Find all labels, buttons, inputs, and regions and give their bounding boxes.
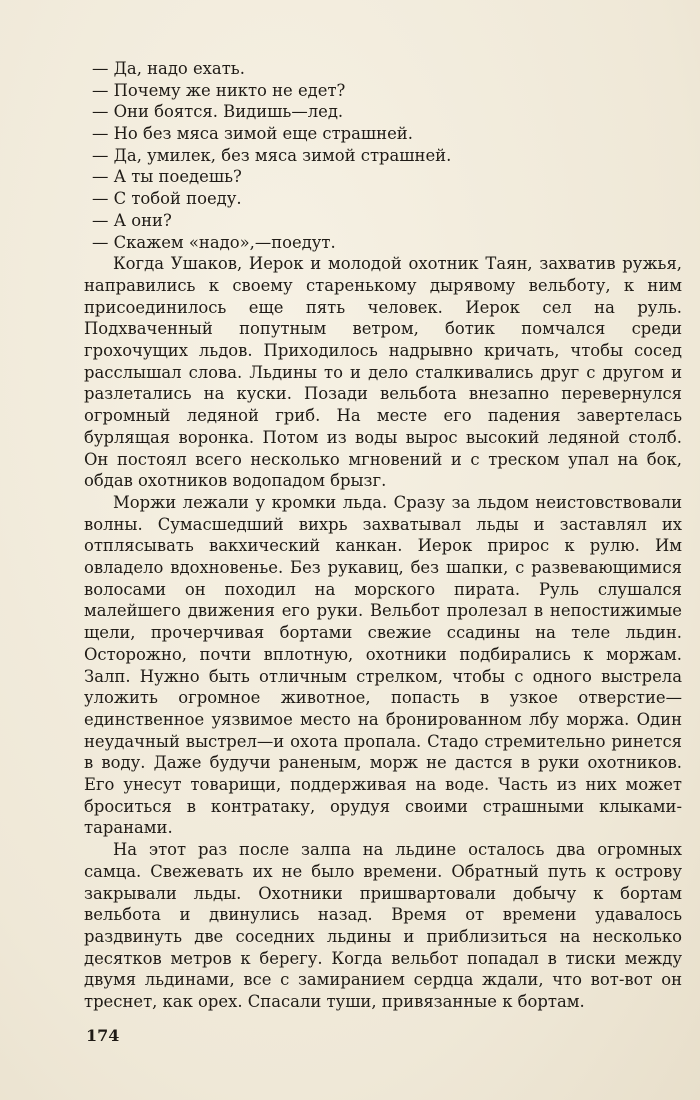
dialogue-line: — А они? [92, 210, 172, 230]
dialogue-line: — Они боятся. Видишь—лед. [92, 102, 344, 122]
dialogue-line: — Да, умилек, без мяса зимой страшней. [92, 145, 452, 165]
page-number: 174 [86, 1026, 120, 1045]
paragraph-hunt-departure: Когда Ушаков, Иерок и молодой охотник Таян, захватив ружья, направились к своему старенькому дырявому вельботу, к ним присоединилось еще пять человек. Иерок сел на руль. Подхваченный попутным ветром, ботик помчался среди грохочущих льдов. Приходилось надрывно кричать, чтобы сосед расслышал слова. Льдины то и дело сталкивались друг с другом и разлетались на куски. Позади вельбота внезапно перевернулся огромный ледяной гриб. На месте его падения завертелась бурлящая воронка. Потом из воды вырос высокий ледяной столб. Он постоял всего несколько мгновений и с треском упал на бок, обдав охотников водопадом брызг. [84, 254, 682, 491]
paragraph-walrus-hunt: Моржи лежали у кромки льда. Сразу за льдом неистовствовали волны. Сумасшедший вихрь захватывал льды и заставлял их отплясывать вакхический канкан. Иерок прирос к рулю. Им овладело вдохновенье. Без рукавиц, без шапки, с развевающимися волосами он походил на морского пирата. Руль слушался малейшего движения его руки. Вельбот пролезал в непостижимые щели, прочерчивая бортами свежие ссадины на теле льдин. Осторожно, почти вплотную, охотники подбирались к моржам. Залп. Нужно быть отличным стрелком, чтобы с одного выстрела уложить огромное животное, попасть в узкое отверстие—единственное уязвимое место на бронированном лбу моржа. Один неудачный выстрел—и охота пропала. Стадо стремительно ринется в воду. Даже будучи раненым, морж не дастся в руки охотников. Его унесут товарищи, поддерживая на воде. Часть из них может броситься в контратаку, орудуя своими страшными клыками-таранами. [84, 492, 682, 838]
dialogue-line: — Скажем «надо»,—поедут. [92, 232, 336, 252]
dialogue-line: — Но без мяса зимой еще страшней. [92, 124, 413, 144]
body-text [84, 253, 682, 1013]
dialogue-line: — Почему же никто не едет? [92, 80, 346, 100]
dialogue-line: — Да, надо ехать. [92, 59, 245, 78]
dialogue-block [87, 58, 682, 253]
paragraph-return-journey: На этот раз после залпа на льдине осталось два огромных самца. Свежевать их не было времени. Обратный путь к острову закрывали льды. Охотники пришвартовали добычу к бортам вельбота и двинулись назад. Время от времени удавалось раздвинуть две соседних льдины и приблизиться на несколько десятков метров к берегу. Когда вельбот попадал в тиски между двумя льдинами, все с замиранием сердца ждали, что вот-вот он треснет, как орех. Спасали туши, привязанные к бортам. [84, 840, 682, 1012]
dialogue-line: — А ты поедешь? [92, 167, 242, 187]
dialogue-line: — С тобой поеду. [92, 189, 242, 209]
